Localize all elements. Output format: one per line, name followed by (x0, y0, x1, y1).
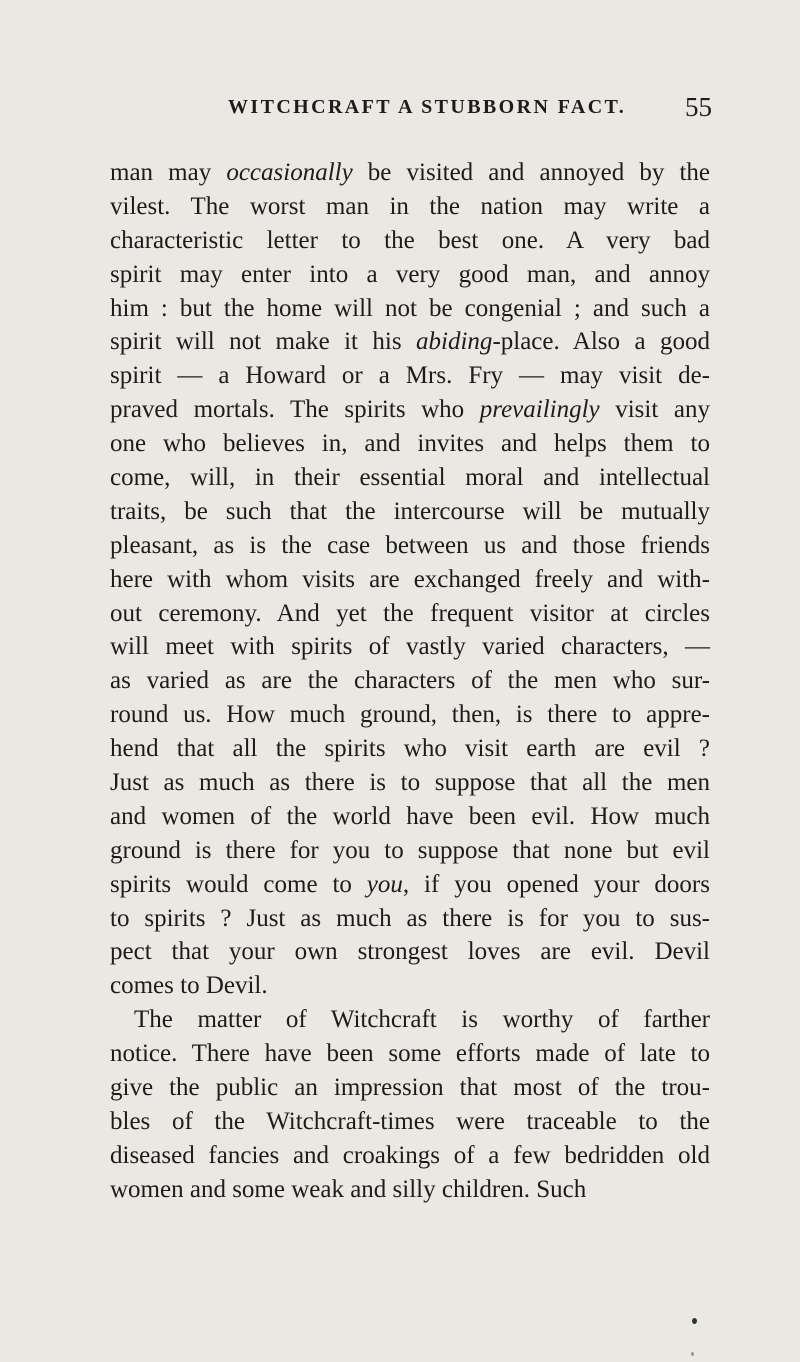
text-segment: , if you opened your doors (402, 870, 710, 898)
text-segment: give the public an impression that most of the trou- (110, 1074, 710, 1102)
running-head: WITCHCRAFT A STUBBORN FACT. (228, 96, 627, 118)
body-text (110, 156, 710, 1207)
text-line (110, 529, 710, 563)
text-line (110, 495, 710, 529)
text-segment: pleasant, as is the case between us and those friends (110, 531, 710, 559)
text-segment: ground is there for you to suppose that none but evil (110, 836, 710, 864)
text-line (110, 258, 710, 292)
text-segment: round us. How much ground, then, is there to appre- (110, 701, 710, 729)
text-line (110, 1173, 710, 1207)
text-line (110, 868, 710, 902)
text-line (110, 766, 710, 800)
text-segment: spirit — a Howard or a Mrs. Fry — may visit de- (110, 362, 710, 390)
text-line (110, 224, 710, 258)
text-segment: be visited and annoyed by the (352, 159, 710, 186)
text-segment: visit any (599, 396, 710, 424)
text-line (110, 461, 710, 495)
text-line (110, 834, 710, 868)
text-segment: out ceremony. And yet the frequent visitor at circles (110, 599, 710, 627)
text-line (110, 1037, 710, 1071)
text-segment: The matter of Witchcraft is worthy of farther (134, 1006, 710, 1034)
text-segment: pect that your own strongest loves are evil. Devil (110, 938, 710, 966)
text-line (110, 393, 710, 427)
text-line (110, 630, 710, 664)
text-segment: and women of the world have been evil. How much (110, 802, 710, 830)
page-header (228, 92, 712, 132)
text-segment: comes to Devil. (110, 972, 268, 1000)
text-segment: will meet with spirits of vastly varied characters, — (110, 633, 710, 661)
text-line (110, 969, 710, 1003)
text-line (110, 359, 710, 393)
italic-text: occasionally (226, 159, 353, 186)
text-segment: one who believes in, and invites and helps them to (110, 430, 710, 458)
text-segment: diseased fancies and croakings of a few bedridden old (110, 1141, 710, 1169)
text-segment: here with whom visits are exchanged freely and with- (110, 565, 710, 593)
ink-speck (692, 1318, 697, 1324)
page-number: 55 (685, 92, 712, 122)
text-segment: as varied as are the characters of the men who sur- (110, 667, 710, 695)
text-segment: Just as much as there is to suppose that all the men (110, 769, 710, 797)
text-segment: women and some weak and silly children. Such (110, 1175, 587, 1203)
ink-speck (691, 1352, 694, 1356)
text-line (110, 1105, 710, 1139)
text-line (110, 427, 710, 461)
text-line (110, 325, 710, 359)
text-line (110, 902, 710, 936)
text-segment: him : but the home will not be congenial ; and such a (110, 294, 710, 322)
text-segment: spirit will not make it his (110, 328, 417, 356)
italic-text: prevailingly (479, 396, 600, 424)
text-segment: man may (110, 159, 227, 186)
text-segment: -place. Also a good (492, 328, 710, 356)
text-segment: praved mortals. The spirits who (110, 396, 480, 424)
text-line (110, 664, 710, 698)
text-line (110, 597, 710, 631)
text-line (110, 1071, 710, 1105)
text-segment: spirits would come to (110, 870, 367, 898)
text-segment: spirit may enter into a very good man, and annoy (110, 260, 710, 288)
text-line (110, 563, 710, 597)
text-line (110, 698, 710, 732)
text-segment: come, will, in their essential moral and intellectual (110, 464, 710, 492)
text-line (110, 156, 710, 190)
text-segment: to spirits ? Just as much as there is for you to sus- (110, 904, 710, 932)
text-line (110, 732, 710, 766)
text-line (110, 190, 710, 224)
italic-text: abiding (416, 328, 493, 356)
text-line (110, 1003, 710, 1037)
text-segment: hend that all the spirits who visit earth are evil ? (110, 735, 710, 763)
text-segment: vilest. The worst man in the nation may write a (110, 192, 710, 220)
text-segment: bles of the Witchcraft-times were traceable to the (110, 1107, 710, 1135)
text-line (110, 292, 710, 326)
text-line (110, 1139, 710, 1173)
italic-text: you (366, 870, 403, 898)
text-segment: characteristic letter to the best one. A very bad (110, 226, 710, 254)
text-segment: notice. There have been some efforts made of late to (110, 1040, 710, 1068)
text-line (110, 800, 710, 834)
text-line (110, 935, 710, 969)
text-segment: traits, be such that the intercourse will be mutually (110, 497, 710, 525)
